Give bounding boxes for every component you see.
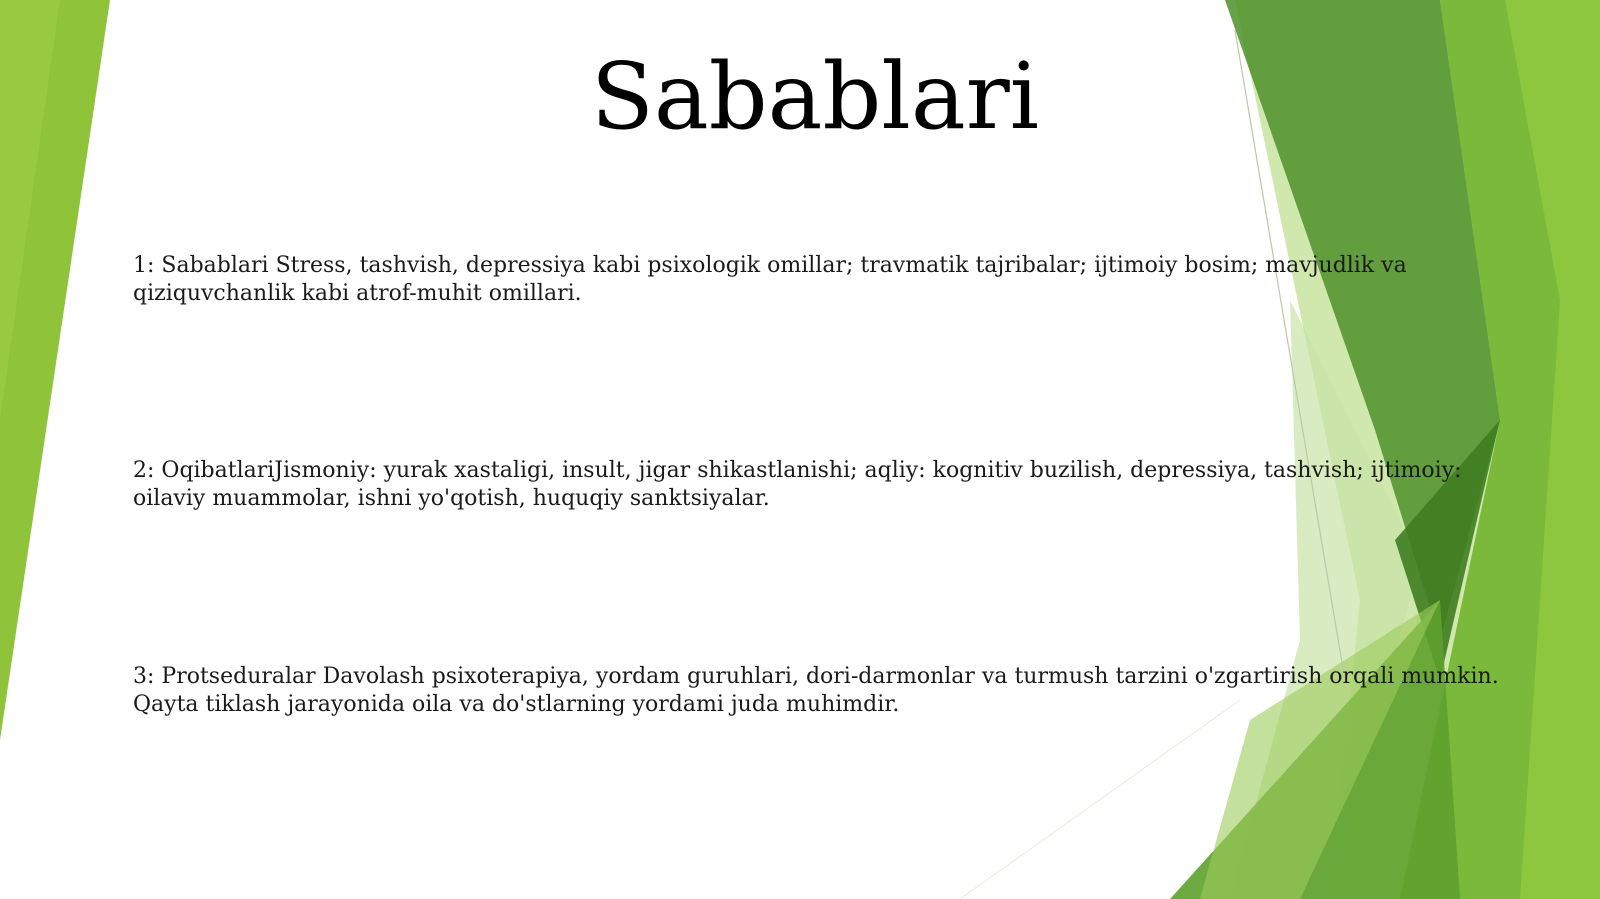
- bullet-consequences: 2: OqibatlariJismoniy: yurak xastaligi, insult, jigar shikastlanishi; aqliy: kognitiv buzilish, depressiya, tashvish; ijtimoiy: oilaviy muammolar, ishni yo'qotish, huquqiy sanktsiyalar.: [133, 458, 1462, 511]
- slide-title: Sabablari: [590, 43, 1040, 150]
- bullet-causes: 1: Sabablari Stress, tashvish, depressiya kabi psixologik omillar; travmatik tajribalar; ijtimoiy bosim; mavjudlik va qiziquvchanlik kabi atrof-muhit omillari.: [133, 253, 1407, 306]
- bullet-procedures: 3: Protseduralar Davolash psixoterapiya, yordam guruhlari, dori-darmonlar va turmush tarzini o'zgartirish orqali mumkin. Qayta tiklash jarayonida oila va do'stlarning yordami juda muhimdir.: [133, 664, 1499, 717]
